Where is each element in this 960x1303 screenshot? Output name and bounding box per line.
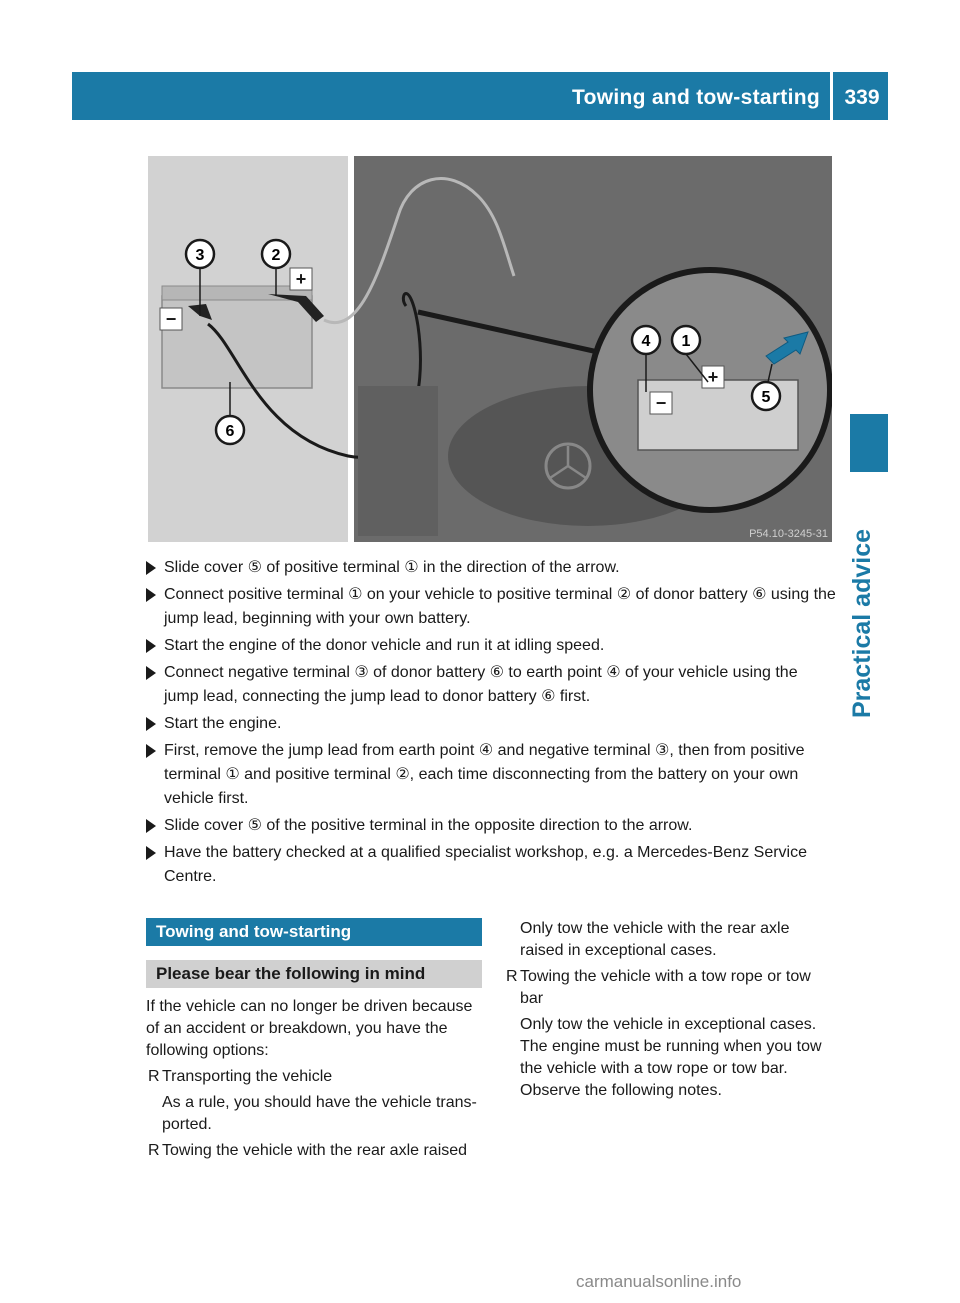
step-arrow-icon bbox=[146, 666, 156, 680]
bullet-label: Transporting the vehicle bbox=[162, 1068, 333, 1085]
donor-battery-icon bbox=[162, 296, 312, 388]
step-text: Have the battery checked at a qualified specialist workshop, e.g. a Mercedes-Benz Service Centre. bbox=[164, 844, 807, 885]
minus-label-left: − bbox=[165, 309, 177, 329]
step-text: First, remove the jump lead from earth point ④ and negative terminal ③, then from positive terminal ① and positive terminal ②, each time disconnecting from the battery on your own vehicle first. bbox=[164, 742, 805, 807]
callout-2 bbox=[262, 240, 290, 268]
watermark: carmanualsonline.info bbox=[576, 1272, 742, 1291]
bullet-mark-icon: R bbox=[148, 1068, 160, 1085]
bullet-detail: Only tow the vehicle with the rear axle raised in exceptional cases. bbox=[520, 920, 790, 959]
plus-label-right: + bbox=[707, 367, 719, 387]
callout-1 bbox=[672, 326, 700, 354]
step-arrow-icon bbox=[146, 846, 156, 860]
side-tab-marker bbox=[850, 414, 888, 472]
step-text: Connect negative terminal ③ of donor battery ⑥ to earth point ④ of your vehicle using the jump lead, connecting the jump lead to donor battery ⑥ first. bbox=[164, 664, 798, 705]
step-arrow-icon bbox=[146, 561, 156, 575]
instruction-steps bbox=[146, 556, 836, 892]
section-title: Towing and tow-starting bbox=[146, 918, 482, 946]
step-item bbox=[146, 634, 836, 658]
minus-label-right: − bbox=[655, 393, 667, 413]
step-text: Start the engine. bbox=[164, 715, 282, 732]
page-number: 339 bbox=[844, 86, 880, 109]
bullet-mark-icon: R bbox=[148, 1142, 160, 1159]
section-right-column bbox=[504, 918, 836, 1102]
header-separator bbox=[830, 72, 833, 120]
header-title: Towing and tow-starting bbox=[572, 86, 820, 109]
step-arrow-icon bbox=[146, 744, 156, 758]
bullet-label: Towing the vehicle with a tow rope or tow bar bbox=[520, 968, 811, 1007]
callout-6-label: 6 bbox=[225, 423, 235, 440]
step-item bbox=[146, 712, 836, 736]
callout-2-label: 2 bbox=[271, 247, 281, 264]
step-arrow-icon bbox=[146, 819, 156, 833]
callout-6 bbox=[216, 416, 244, 444]
step-arrow-icon bbox=[146, 639, 156, 653]
step-text: Connect positive terminal ① on your vehicle to positive terminal ② of donor battery ⑥ using the jump lead, beginning with your own battery. bbox=[164, 586, 836, 627]
bullet-mark-icon: R bbox=[506, 968, 518, 985]
callout-3 bbox=[186, 240, 214, 268]
step-text: Slide cover ⑤ of positive terminal ① in the direction of the arrow. bbox=[164, 559, 620, 576]
positive-cable bbox=[324, 179, 514, 323]
bullet-item bbox=[146, 1066, 482, 1088]
bullet-label: Towing the vehicle with the rear axle raised bbox=[162, 1142, 468, 1159]
subsection-title: Please bear the following in mind bbox=[146, 960, 482, 988]
callout-5-label: 5 bbox=[761, 389, 771, 406]
side-section-label: Practical advice bbox=[848, 528, 876, 718]
intro-paragraph: If the vehicle can no longer be driven because of an accident or breakdown, you have the following options: bbox=[146, 998, 473, 1059]
step-item bbox=[146, 583, 836, 631]
bullet-item bbox=[504, 966, 836, 1010]
step-item bbox=[146, 841, 836, 889]
callout-3-label: 3 bbox=[195, 247, 205, 264]
step-text: Start the engine of the donor vehicle and run it at idling speed. bbox=[164, 637, 605, 654]
plus-label-left: + bbox=[295, 269, 307, 289]
step-arrow-icon bbox=[146, 717, 156, 731]
bullet-detail: As a rule, you should have the vehicle trans-ported. bbox=[162, 1094, 477, 1133]
callout-1-label: 1 bbox=[681, 333, 691, 350]
callout-5 bbox=[752, 382, 780, 410]
section-left-column bbox=[146, 918, 482, 1162]
step-item bbox=[146, 661, 836, 709]
bullet-detail: Only tow the vehicle in exceptional cases. The engine must be running when you tow the vehicle with a tow rope or tow bar. Observe the following notes. bbox=[520, 1016, 822, 1099]
jump-start-figure bbox=[148, 156, 832, 542]
callout-4-label: 4 bbox=[641, 333, 651, 350]
step-item bbox=[146, 739, 836, 811]
step-text: Slide cover ⑤ of the positive terminal in the opposite direction to the arrow. bbox=[164, 817, 693, 834]
step-item bbox=[146, 814, 836, 838]
figure-code: P54.10-3245-31 bbox=[749, 528, 828, 540]
figure-illustration bbox=[148, 156, 832, 542]
step-arrow-icon bbox=[146, 588, 156, 602]
bullet-item bbox=[146, 1140, 482, 1162]
step-item bbox=[146, 556, 836, 580]
callout-4 bbox=[632, 326, 660, 354]
